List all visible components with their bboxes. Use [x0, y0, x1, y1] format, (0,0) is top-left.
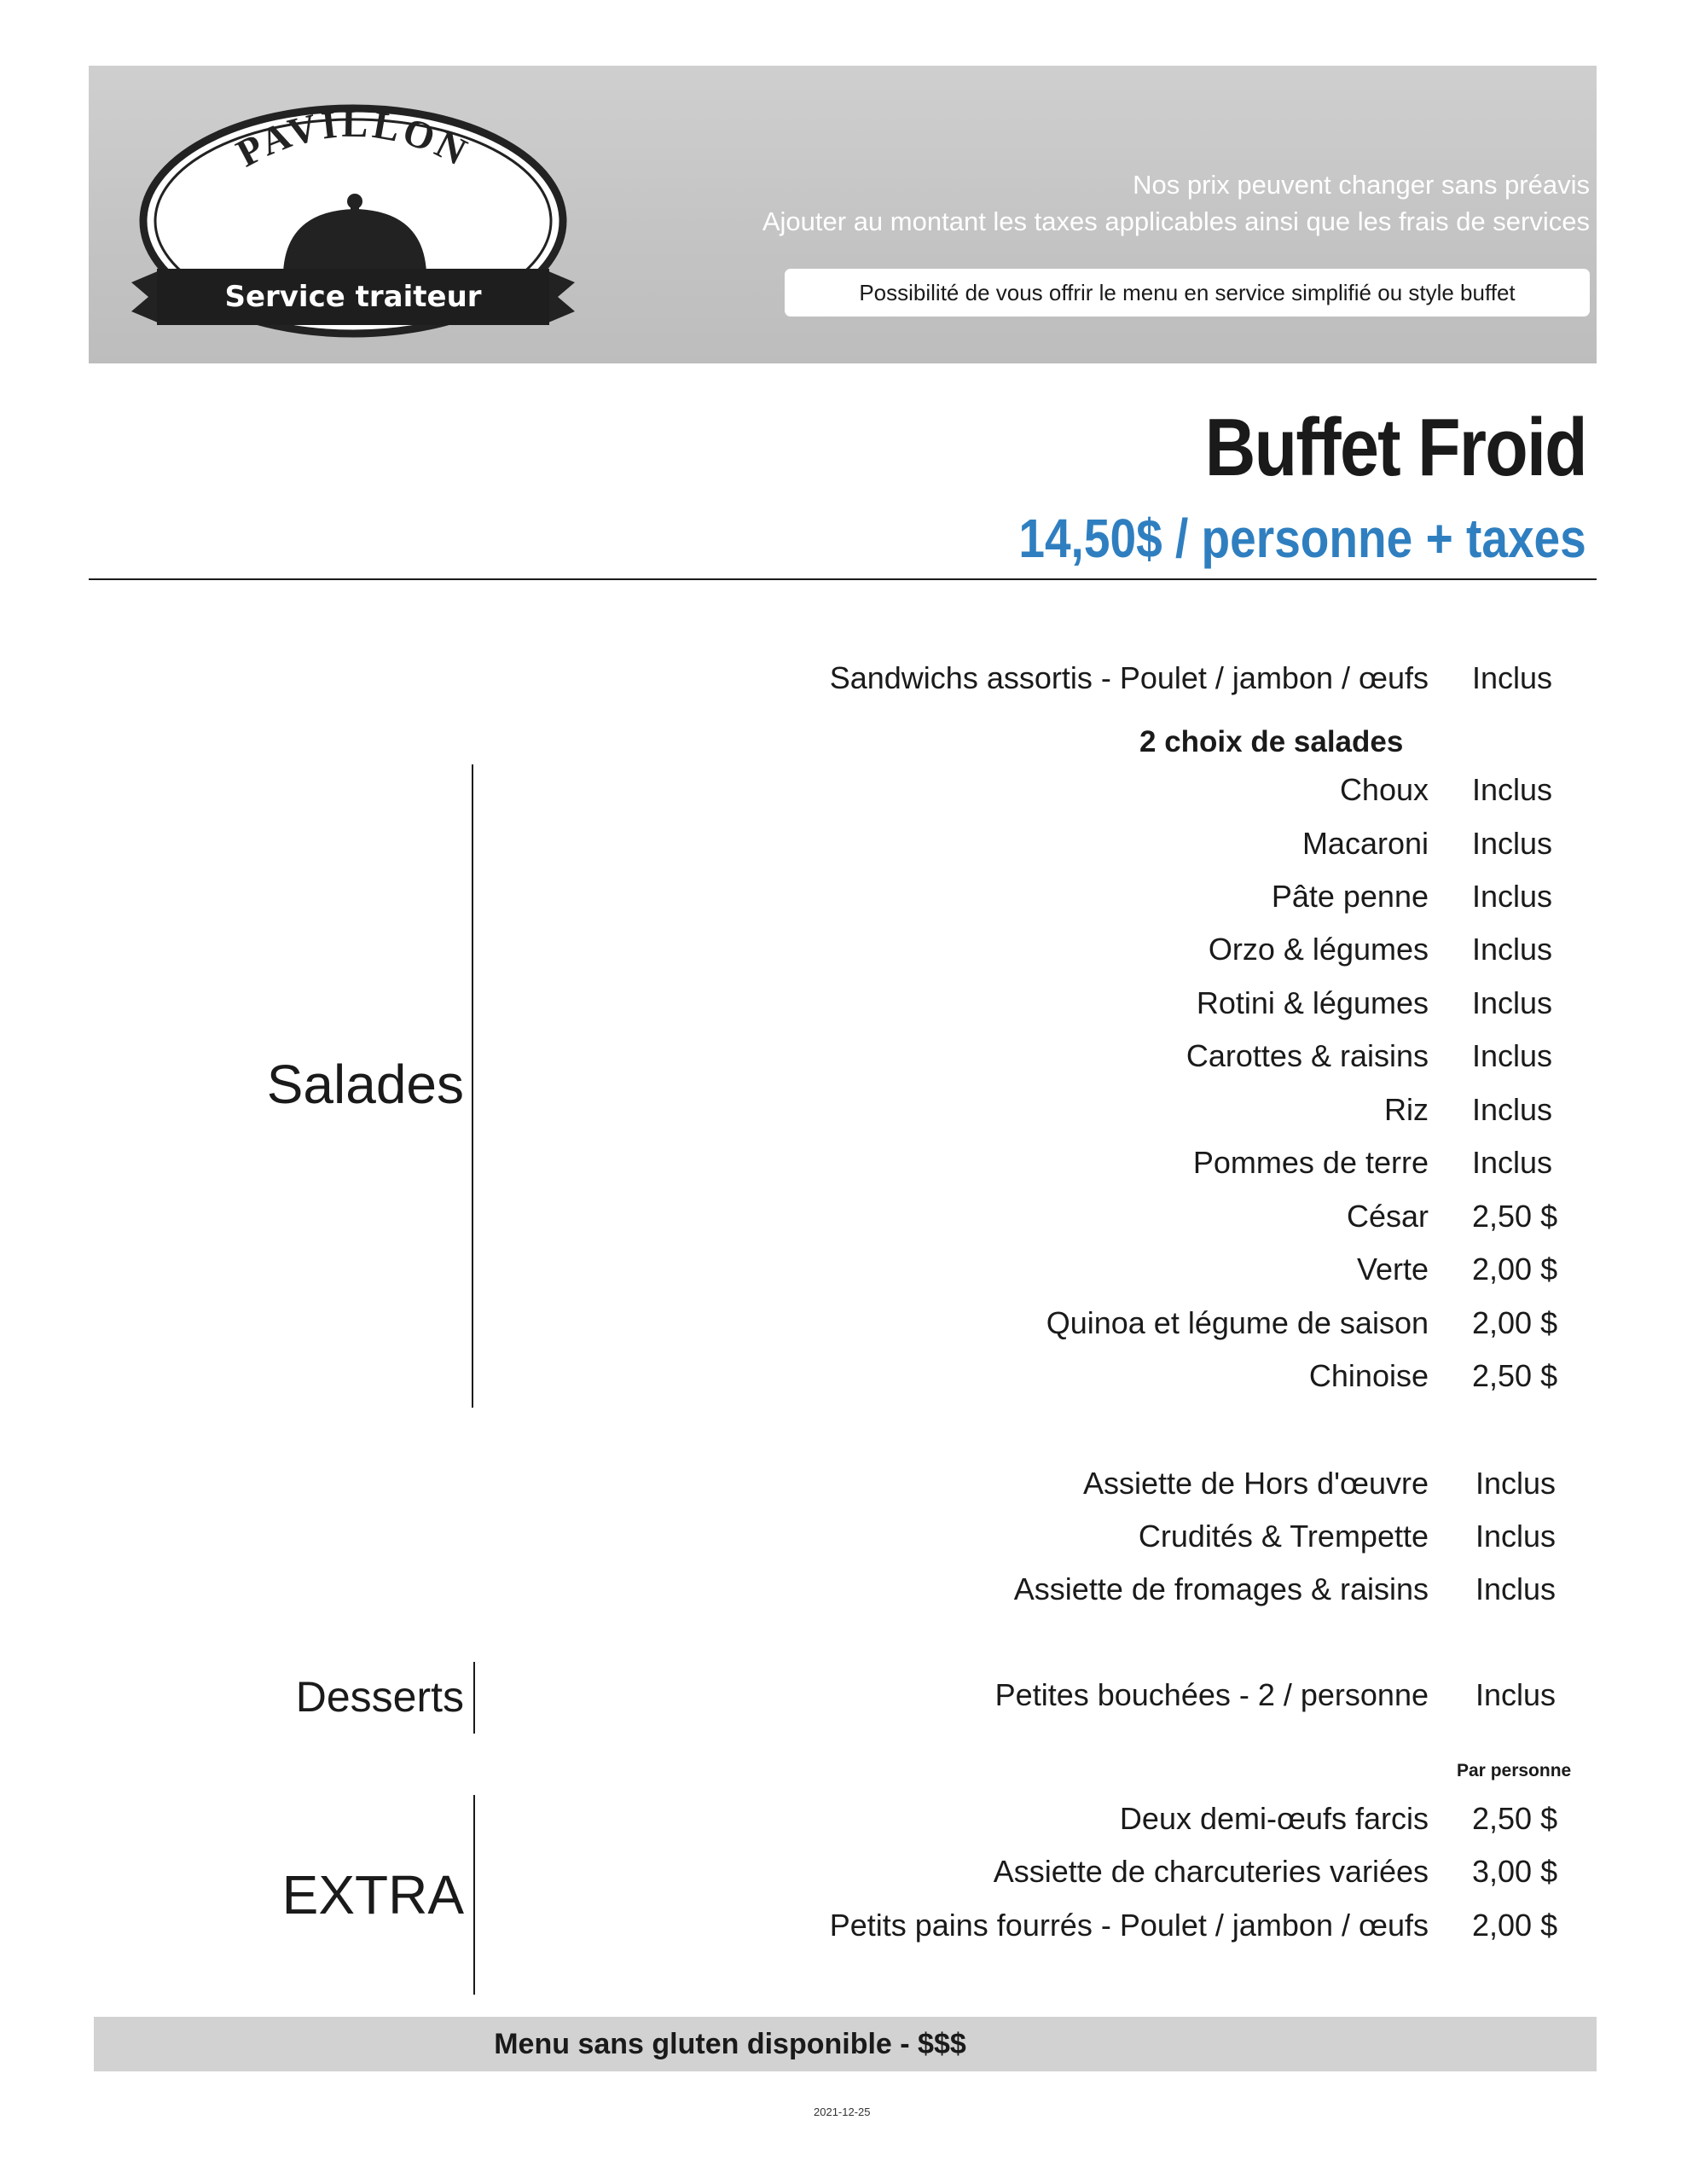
gluten-free-note: Menu sans gluten disponible - $$$: [494, 2027, 966, 2060]
menu-item-name: Quinoa et légume de saison: [1046, 1305, 1429, 1340]
menu-item-name: Petits pains fourrés - Poulet / jambon / œufs: [829, 1908, 1429, 1943]
menu-row: [0, 1904, 1687, 1947]
menu-item-value: 2,50 $: [1472, 1199, 1558, 1234]
menu-item-value: Inclus: [1472, 1092, 1553, 1127]
notice-line-2: Ajouter au montant les taxes applicables ainsi que les frais de services: [762, 206, 1590, 236]
menu-row: [0, 1355, 1687, 1397]
menu-item-name: Pommes de terre: [1192, 1145, 1429, 1180]
menu-item-value: 3,00 $: [1472, 1854, 1558, 1889]
notice-line-1: Nos prix peuvent changer sans préavis: [1133, 170, 1590, 200]
menu-item-value: Inclus: [1472, 985, 1553, 1020]
menu-row: [0, 1798, 1687, 1840]
menu-item-name: Crudités & Trempette: [1138, 1519, 1429, 1554]
menu-item-value: Inclus: [1475, 1466, 1557, 1501]
menu-item-value: Inclus: [1472, 826, 1553, 861]
menu-row: [0, 1674, 1687, 1716]
svg-text:Service traiteur: Service traiteur: [224, 280, 482, 314]
menu-item-value: Inclus: [1475, 1677, 1557, 1712]
svg-text:PAVILLON: PAVILLON: [229, 102, 477, 176]
menu-item-name: Assiette de charcuteries variées: [993, 1854, 1429, 1889]
title-divider: [89, 578, 1597, 580]
menu-item-value: 2,00 $: [1472, 1252, 1558, 1287]
menu-row: [0, 657, 1687, 700]
menu-item-name: Rotini & légumes: [1196, 985, 1429, 1020]
menu-row: [0, 1195, 1687, 1238]
page-title: Buffet Froid: [1204, 402, 1586, 493]
menu-item-name: Riz: [1384, 1092, 1429, 1127]
menu-item-value: Inclus: [1472, 932, 1553, 967]
menu-item-value: 2,50 $: [1472, 1358, 1558, 1393]
menu-item-name: Petites bouchées - 2 / personne: [994, 1677, 1429, 1712]
header-banner: [89, 66, 1597, 363]
menu-row: [0, 928, 1687, 971]
menu-item-name: Chinoise: [1308, 1358, 1429, 1393]
menu-row: [0, 1089, 1687, 1131]
menu-row: [0, 1850, 1687, 1893]
menu-row: [0, 982, 1687, 1025]
price-notice: [762, 166, 1590, 240]
menu-row: [0, 1302, 1687, 1345]
section-label-salades: Salades: [266, 1054, 464, 1115]
menu-item-value: Inclus: [1472, 772, 1553, 807]
section-label-extra: EXTRA: [281, 1864, 464, 1926]
menu-item-value: Inclus: [1472, 1145, 1553, 1180]
menu-item-value: 2,50 $: [1472, 1801, 1558, 1836]
menu-item-name: Macaroni: [1301, 826, 1429, 861]
menu-row: [0, 1462, 1687, 1505]
menu-row: [0, 1568, 1687, 1611]
menu-row: [0, 822, 1687, 865]
menu-item-name: Assiette de fromages & raisins: [1013, 1571, 1429, 1606]
menu-item-name: Verte: [1356, 1252, 1429, 1287]
menu-item-value: Inclus: [1475, 1519, 1557, 1554]
menu-row: [0, 769, 1687, 811]
menu-item-name: Sandwichs assortis - Poulet / jambon / œufs: [829, 660, 1429, 695]
document-date: 2021-12-25: [814, 2106, 871, 2118]
menu-row: [0, 1035, 1687, 1077]
menu-row: [0, 875, 1687, 918]
menu-item-value: 2,00 $: [1472, 1908, 1558, 1943]
menu-item-value: Inclus: [1475, 1571, 1557, 1606]
service-note: Possibilité de vous offrir le menu en service simplifié ou style buffet: [785, 269, 1590, 317]
menu-item-value: 2,00 $: [1472, 1305, 1558, 1340]
salad-choice-heading: 2 choix de salades: [1139, 725, 1404, 758]
menu-item-value: Inclus: [1472, 879, 1553, 914]
section-label-desserts: Desserts: [295, 1673, 464, 1721]
menu-item-name: Carottes & raisins: [1186, 1038, 1429, 1073]
menu-item-value: Inclus: [1472, 660, 1553, 695]
menu-row: [0, 1141, 1687, 1184]
price-per-person: 14,50$ / personne + taxes: [1018, 508, 1586, 569]
menu-row: [0, 1515, 1687, 1558]
menu-item-value: Inclus: [1472, 1038, 1553, 1073]
menu-item-name: Deux demi-œufs farcis: [1119, 1801, 1429, 1836]
per-person-label: Par personne: [1457, 1761, 1572, 1780]
menu-item-name: Assiette de Hors d'œuvre: [1082, 1466, 1429, 1501]
menu-item-name: Choux: [1339, 772, 1429, 807]
footer-bar: [94, 2017, 1597, 2071]
ribbon-banner: [131, 269, 575, 325]
pavillon-logo: [123, 102, 583, 340]
menu-row: [0, 1248, 1687, 1291]
menu-item-name: César: [1346, 1199, 1429, 1234]
menu-item-name: Pâte penne: [1271, 879, 1429, 914]
menu-item-name: Orzo & légumes: [1208, 932, 1429, 967]
